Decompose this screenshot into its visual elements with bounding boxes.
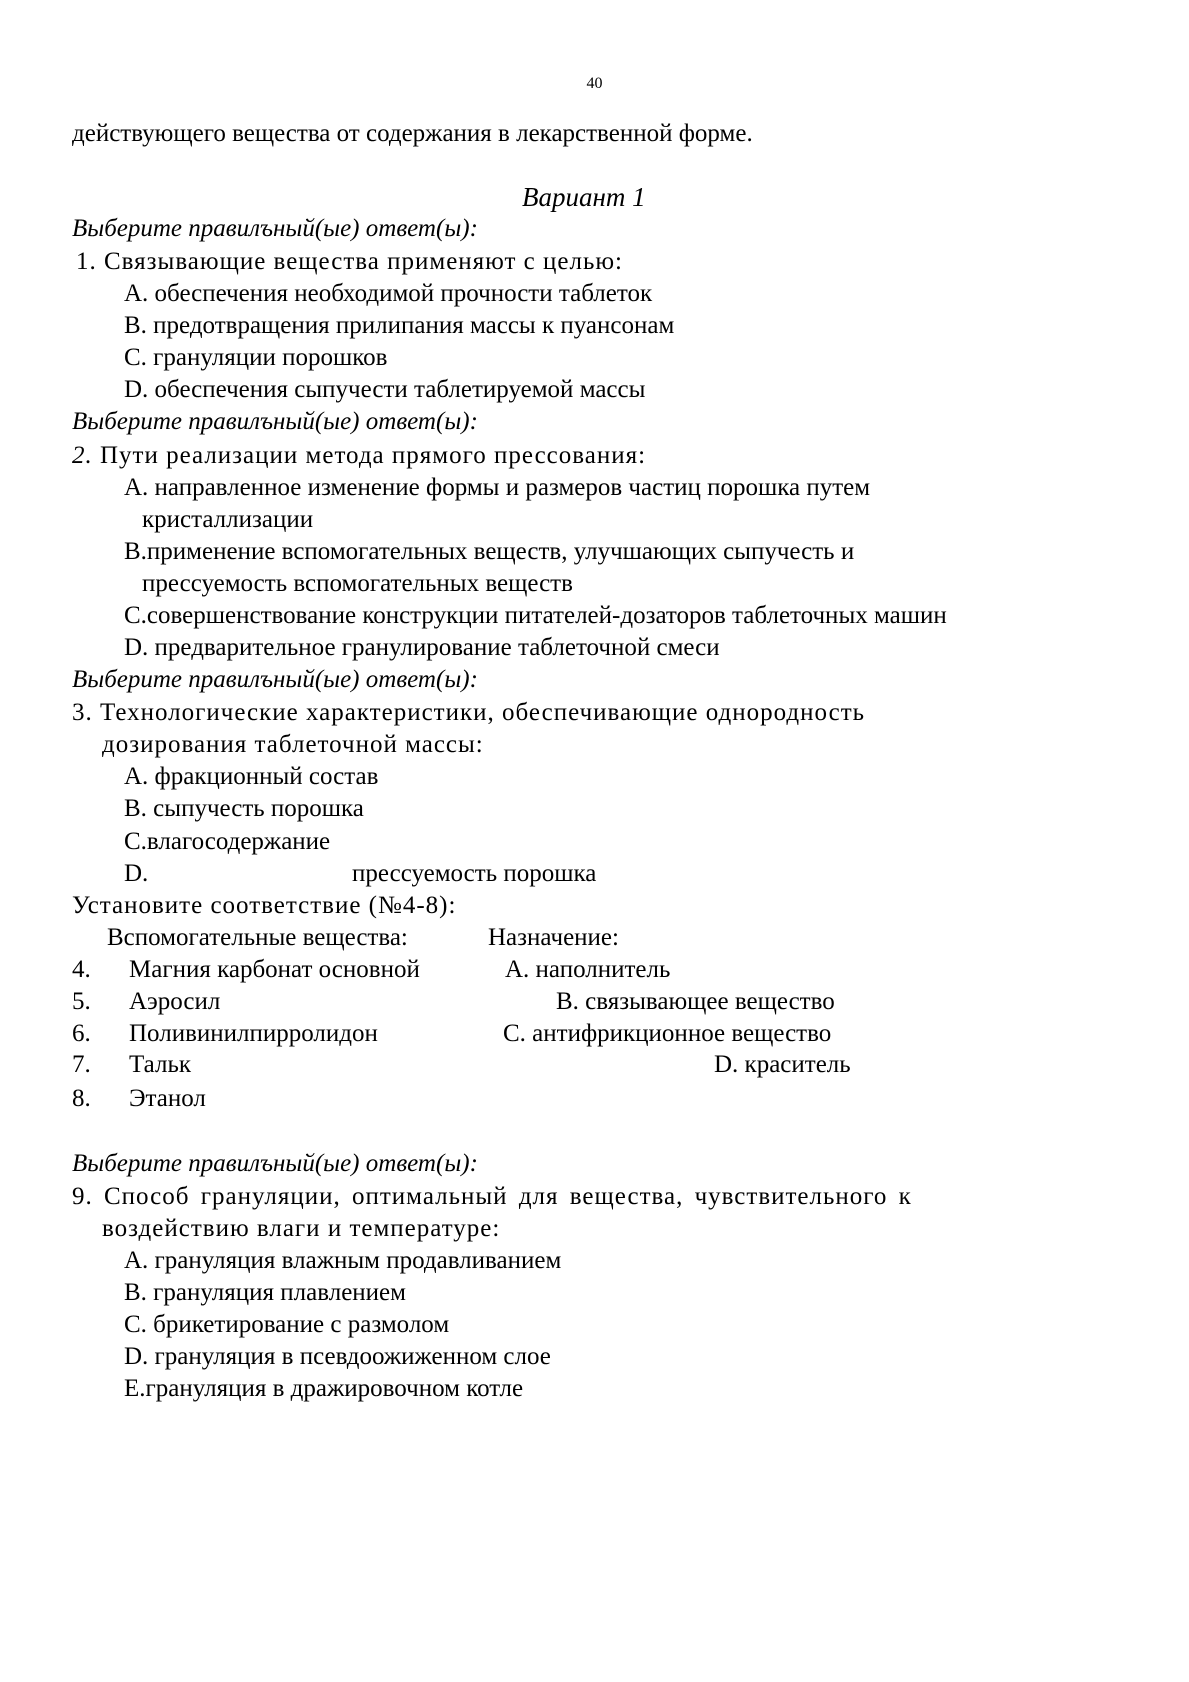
option-b: B. грануляция плавлением	[124, 1279, 406, 1306]
matching-option: A. наполнитель	[505, 956, 671, 983]
matching-option: C. антифрикционное вещество	[503, 1020, 832, 1047]
option-b: B. предотвращения прилипания массы к пуансонам	[124, 312, 675, 339]
instruction: Выберите правилъный(ые) ответ(ы):	[72, 215, 478, 242]
matching-item: Аэросил	[129, 988, 221, 1015]
option-b-continued: прессуемость вспомогательных веществ	[142, 570, 573, 597]
matching-option: D. краситель	[714, 1051, 851, 1078]
matching-number: 8.	[72, 1085, 91, 1112]
option-d: D. грануляция в псевдоожиженном слое	[124, 1343, 551, 1370]
instruction: Выберите правилъный(ые) ответ(ы):	[72, 408, 478, 435]
question-2	[72, 440, 646, 472]
instruction: Выберите правилъный(ые) ответ(ы):	[72, 666, 478, 693]
matching-left-header: Вспомогательные вещества:	[107, 924, 408, 951]
question-3: 3. Технологические характеристики, обеспечивающие однородность	[72, 699, 866, 726]
carryover-text: действующего вещества от содержания в лекарственной форме.	[72, 120, 753, 147]
variant-title: Вариант 1	[522, 182, 646, 212]
option-a: A. грануляция влажным продавливанием	[124, 1247, 562, 1274]
matching-item: Тальк	[129, 1051, 191, 1078]
matching-number: 5.	[72, 988, 91, 1015]
option-a-continued: кристаллизации	[142, 506, 314, 533]
option-a: A. направленное изменение формы и размеров частиц порошка путем	[124, 474, 871, 501]
question-3-continued: дозирования таблеточной массы:	[102, 731, 484, 758]
option-c: C. грануляции порошков	[124, 344, 388, 371]
question-9-continued: воздействию влаги и температуре:	[102, 1215, 501, 1242]
option-d-letter: D.	[124, 860, 149, 887]
option-a: A. обеспечения необходимой прочности таблеток	[124, 280, 653, 307]
matching-number: 6.	[72, 1020, 91, 1047]
matching-number: 7.	[72, 1051, 91, 1078]
option-d: D. обеспечения сыпучести таблетируемой массы	[124, 376, 646, 403]
page-number: 40	[586, 75, 603, 92]
option-e: E.грануляция в дражировочном котле	[124, 1375, 524, 1402]
question-number: 2.	[72, 442, 93, 469]
matching-right-header: Назначение:	[488, 924, 619, 951]
option-b: B. сыпучесть порошка	[124, 795, 364, 822]
matching-number: 4.	[72, 956, 91, 983]
matching-item: Этанол	[129, 1085, 206, 1112]
instruction: Выберите правилъный(ые) ответ(ы):	[72, 1150, 478, 1177]
option-d-text: прессуемость порошка	[352, 860, 597, 887]
option-c: C.совершенствование конструкции питателей-дозаторов таблеточных машин	[124, 602, 947, 629]
matching-item: Магния карбонат основной	[129, 956, 420, 983]
option-a: A. фракционный состав	[124, 763, 379, 790]
question-text: Пути реализации метода прямого прессования:	[100, 442, 647, 469]
option-d: D. предварительное гранулирование таблеточной смеси	[124, 634, 720, 661]
question-1: 1. Связывающие вещества применяют с целью:	[76, 248, 624, 275]
matching-title: Установите соответствие (№4-8):	[72, 892, 457, 919]
option-c: C. брикетирование с размолом	[124, 1311, 450, 1338]
question-9: 9. Способ грануляции, оптимальный для вещества, чувствительного к	[72, 1183, 912, 1210]
matching-option: B. связывающее вещество	[556, 988, 835, 1015]
matching-item: Поливинилпирролидон	[129, 1020, 378, 1047]
option-c: C.влагосодержание	[124, 828, 331, 855]
option-b: B.применение вспомогательных веществ, улучшающих сыпучесть и	[124, 538, 855, 565]
